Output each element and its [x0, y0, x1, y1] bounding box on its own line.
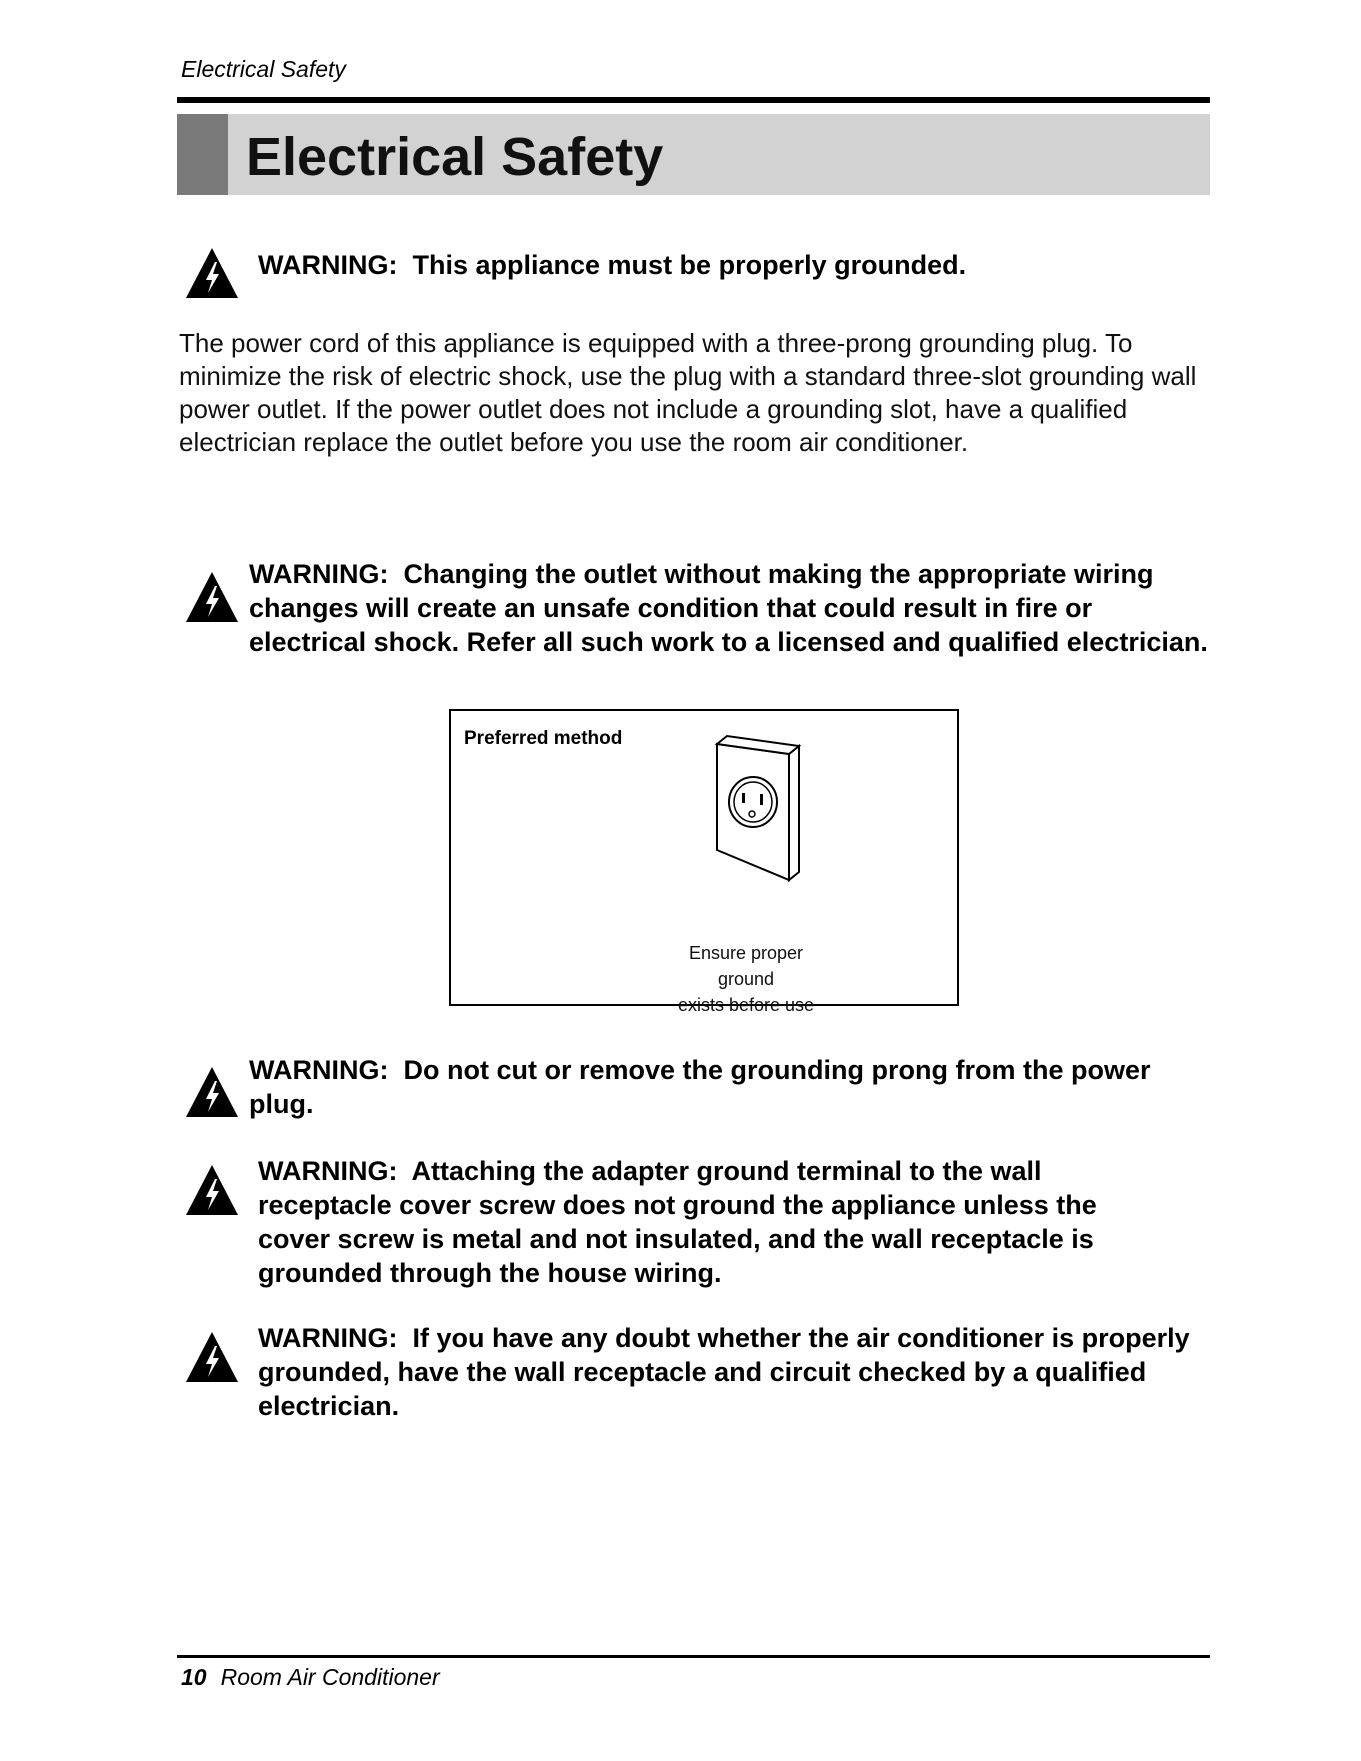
page-footer [181, 1664, 440, 1691]
footer-divider [177, 1655, 1210, 1658]
warning-adapter-ground [258, 1154, 1158, 1290]
preferred-method-figure [449, 709, 959, 1015]
header-divider [177, 97, 1210, 103]
electrical-hazard-warning-icon [184, 570, 240, 624]
figure-caption-line-2: exists before use [677, 995, 815, 1015]
warning-message: Changing the outlet without making the appropriate wiring changes will create an unsafe condition that could result in fire or electrical shock. Refer all such work to a licensed and qualified electrician. [249, 559, 1208, 657]
electrical-hazard-warning-icon [184, 1163, 240, 1217]
product-name: Room Air Conditioner [220, 1664, 440, 1690]
warning-grounding-prong [249, 1053, 1209, 1121]
warning-message: If you have any doubt whether the air conditioner is properly grounded, have the wall receptacle and circuit checked by a qualified electrician. [258, 1323, 1190, 1421]
warning-outlet-wiring [249, 557, 1209, 659]
warning-message: Do not cut or remove the grounding prong from the power plug. [249, 1055, 1151, 1119]
electrical-hazard-warning-icon [184, 246, 240, 300]
warning-message: This appliance must be properly grounded. [412, 250, 967, 280]
page-number: 10 [181, 1664, 207, 1690]
warning-label: WARNING: [258, 1156, 398, 1186]
section-title: Electrical Safety [246, 127, 664, 187]
electrical-hazard-warning-icon [184, 1065, 240, 1119]
figure-caption-line-1: Ensure proper ground [688, 943, 804, 989]
warning-grounded [258, 248, 1208, 282]
warning-grounding-doubt [258, 1321, 1198, 1423]
warning-label: WARNING: [258, 250, 398, 280]
figure-title: Preferred method [464, 728, 623, 749]
three-prong-wall-outlet-icon [713, 730, 803, 885]
electrical-hazard-warning-icon [184, 1330, 240, 1384]
figure-caption [671, 940, 821, 1018]
section-title-tab [177, 114, 228, 195]
warning-label: WARNING: [249, 559, 389, 589]
grounding-plug-paragraph: The power cord of this appliance is equipped with a three-prong grounding plug. To minimize the risk of electric shock, use the plug with a standard three-slot grounding wall power outlet. If the power outlet does not include a grounding slot, have a qualified electrician replace the outlet before you use the room air conditioner. [179, 328, 1197, 457]
section-title-band [177, 114, 1210, 195]
warning-message: Attaching the adapter ground terminal to the wall receptacle cover screw does not ground the appliance unless the cover screw is metal and not insulated, and the wall receptacle is grounded through the house wiring. [258, 1156, 1097, 1288]
warning-label: WARNING: [249, 1055, 389, 1085]
warning-label: WARNING: [258, 1323, 398, 1353]
running-header: Electrical Safety [181, 56, 346, 82]
